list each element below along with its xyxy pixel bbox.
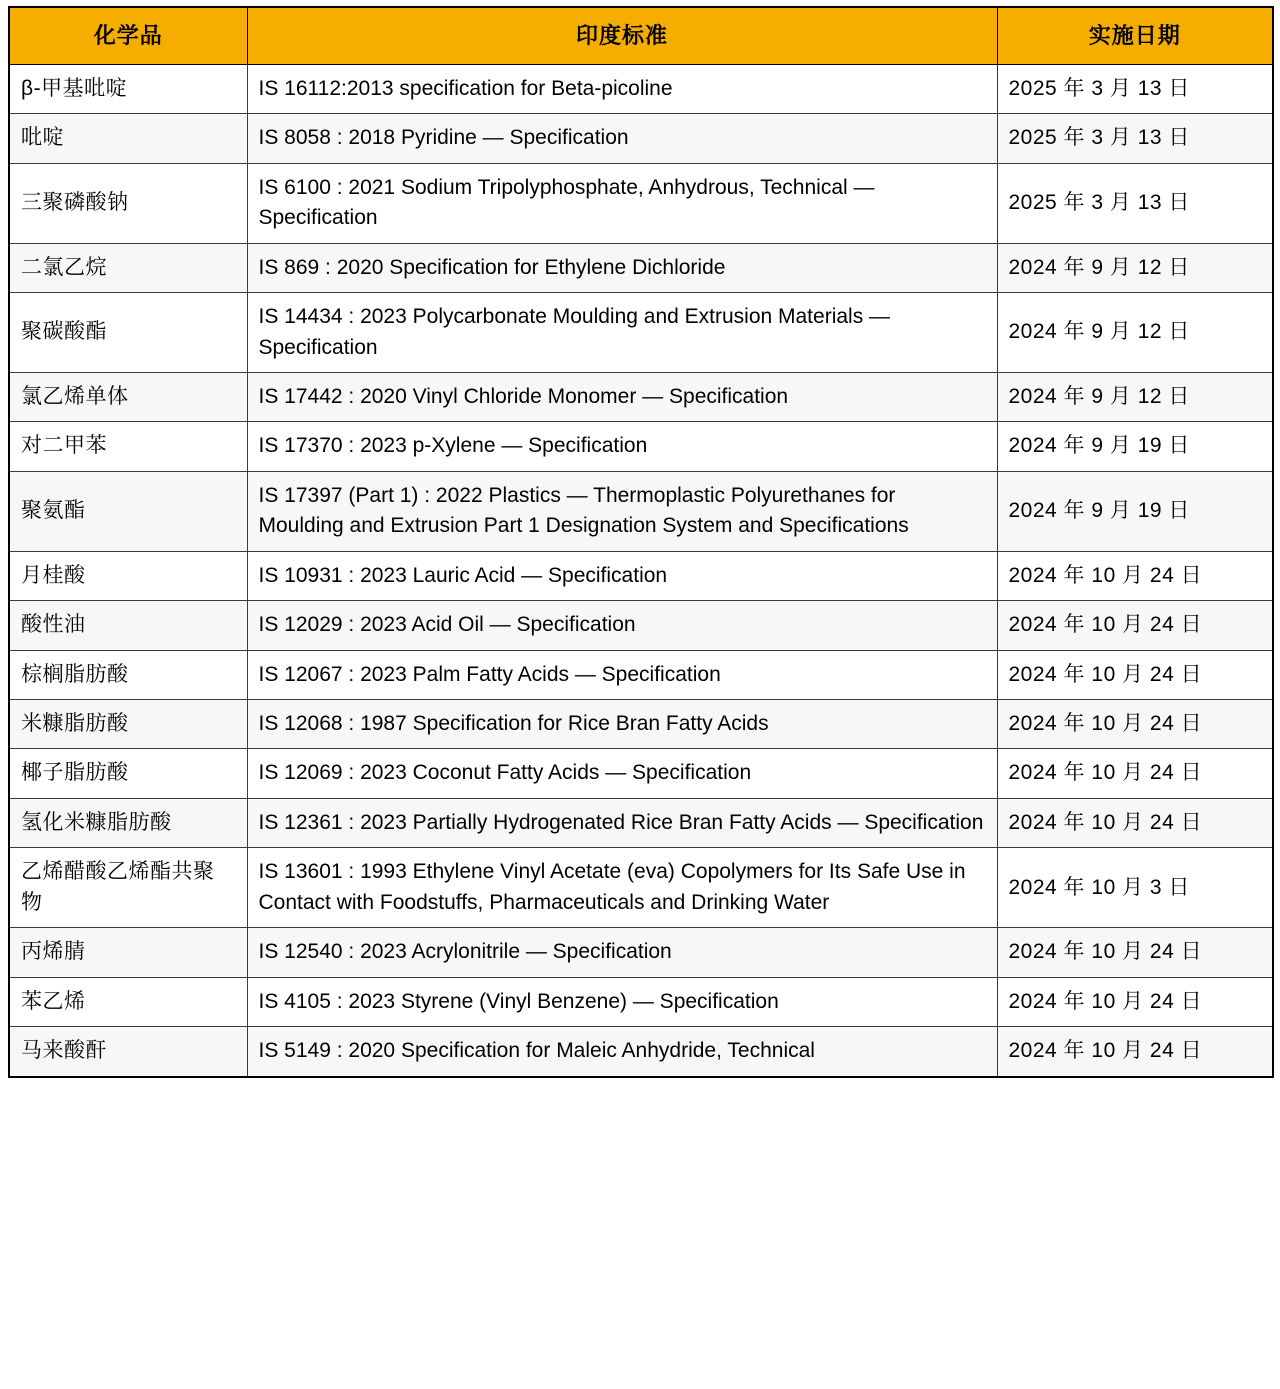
table-row [9,64,1273,113]
cell-standard: IS 6100 : 2021 Sodium Tripolyphosphate, Anhydrous, Technical — Specification [247,163,997,243]
cell-chemical: 氯乙烯单体 [9,372,247,421]
table-row [9,114,1273,163]
cell-implementation-date: 2024 年 10 月 24 日 [997,601,1273,650]
cell-standard: IS 12029 : 2023 Acid Oil — Specification [247,601,997,650]
cell-implementation-date: 2024 年 9 月 12 日 [997,372,1273,421]
table-row [9,928,1273,977]
table-row [9,601,1273,650]
cell-chemical: 月桂酸 [9,551,247,600]
cell-standard: IS 13601 : 1993 Ethylene Vinyl Acetate (eva) Copolymers for Its Safe Use in Contact with Foodstuffs, Pharmaceuticals and Drinking Water [247,848,997,928]
cell-standard: IS 12069 : 2023 Coconut Fatty Acids — Specification [247,749,997,798]
cell-implementation-date: 2024 年 9 月 12 日 [997,243,1273,292]
cell-implementation-date: 2025 年 3 月 13 日 [997,64,1273,113]
cell-chemical: 米糠脂肪酸 [9,700,247,749]
table-row [9,372,1273,421]
cell-chemical: 酸性油 [9,601,247,650]
cell-implementation-date: 2024 年 10 月 24 日 [997,700,1273,749]
cell-chemical: 棕榈脂肪酸 [9,650,247,699]
cell-chemical: 马来酸酐 [9,1027,247,1077]
table-row [9,1027,1273,1077]
table-header [9,7,1273,64]
cell-standard: IS 17442 : 2020 Vinyl Chloride Monomer — Specification [247,372,997,421]
cell-chemical: 椰子脂肪酸 [9,749,247,798]
column-header-standard: 印度标准 [247,7,997,64]
table-header-row [9,7,1273,64]
table-row [9,422,1273,471]
cell-implementation-date: 2025 年 3 月 13 日 [997,114,1273,163]
cell-standard: IS 12361 : 2023 Partially Hydrogenated Rice Bran Fatty Acids — Specification [247,798,997,847]
cell-standard: IS 869 : 2020 Specification for Ethylene Dichloride [247,243,997,292]
indian-standards-table [8,6,1274,1078]
cell-implementation-date: 2024 年 10 月 24 日 [997,1027,1273,1077]
cell-implementation-date: 2024 年 10 月 24 日 [997,977,1273,1026]
cell-chemical: 聚碳酸酯 [9,293,247,373]
cell-implementation-date: 2024 年 10 月 24 日 [997,928,1273,977]
table-row [9,977,1273,1026]
cell-standard: IS 12067 : 2023 Palm Fatty Acids — Specification [247,650,997,699]
column-header-date: 实施日期 [997,7,1273,64]
cell-standard: IS 14434 : 2023 Polycarbonate Moulding and Extrusion Materials — Specification [247,293,997,373]
cell-implementation-date: 2024 年 9 月 19 日 [997,422,1273,471]
cell-chemical: 聚氨酯 [9,471,247,551]
cell-standard: IS 5149 : 2020 Specification for Maleic Anhydride, Technical [247,1027,997,1077]
table-row [9,551,1273,600]
table-row [9,848,1273,928]
cell-standard: IS 10931 : 2023 Lauric Acid — Specification [247,551,997,600]
cell-chemical: 氢化米糠脂肪酸 [9,798,247,847]
table-row [9,798,1273,847]
table-row [9,163,1273,243]
cell-chemical: 苯乙烯 [9,977,247,1026]
cell-standard: IS 12540 : 2023 Acrylonitrile — Specification [247,928,997,977]
cell-implementation-date: 2025 年 3 月 13 日 [997,163,1273,243]
cell-standard: IS 17370 : 2023 p-Xylene — Specification [247,422,997,471]
cell-chemical: 二氯乙烷 [9,243,247,292]
table-row [9,471,1273,551]
cell-chemical: β-甲基吡啶 [9,64,247,113]
table-row [9,293,1273,373]
cell-chemical: 丙烯腈 [9,928,247,977]
cell-chemical: 吡啶 [9,114,247,163]
column-header-chemical: 化学品 [9,7,247,64]
cell-standard: IS 16112:2013 specification for Beta-picoline [247,64,997,113]
cell-standard: IS 12068 : 1987 Specification for Rice Bran Fatty Acids [247,700,997,749]
cell-chemical: 对二甲苯 [9,422,247,471]
cell-implementation-date: 2024 年 9 月 19 日 [997,471,1273,551]
cell-chemical: 三聚磷酸钠 [9,163,247,243]
cell-implementation-date: 2024 年 10 月 3 日 [997,848,1273,928]
cell-standard: IS 4105 : 2023 Styrene (Vinyl Benzene) — Specification [247,977,997,1026]
cell-implementation-date: 2024 年 10 月 24 日 [997,551,1273,600]
cell-standard: IS 8058 : 2018 Pyridine — Specification [247,114,997,163]
cell-standard: IS 17397 (Part 1) : 2022 Plastics — Thermoplastic Polyurethanes for Moulding and Extrusion Part 1 Designation System and Specifications [247,471,997,551]
cell-chemical: 乙烯醋酸乙烯酯共聚物 [9,848,247,928]
cell-implementation-date: 2024 年 9 月 12 日 [997,293,1273,373]
table-row [9,243,1273,292]
cell-implementation-date: 2024 年 10 月 24 日 [997,749,1273,798]
table-row [9,700,1273,749]
cell-implementation-date: 2024 年 10 月 24 日 [997,650,1273,699]
table-row [9,749,1273,798]
table-body [9,64,1273,1076]
cell-implementation-date: 2024 年 10 月 24 日 [997,798,1273,847]
table-row [9,650,1273,699]
